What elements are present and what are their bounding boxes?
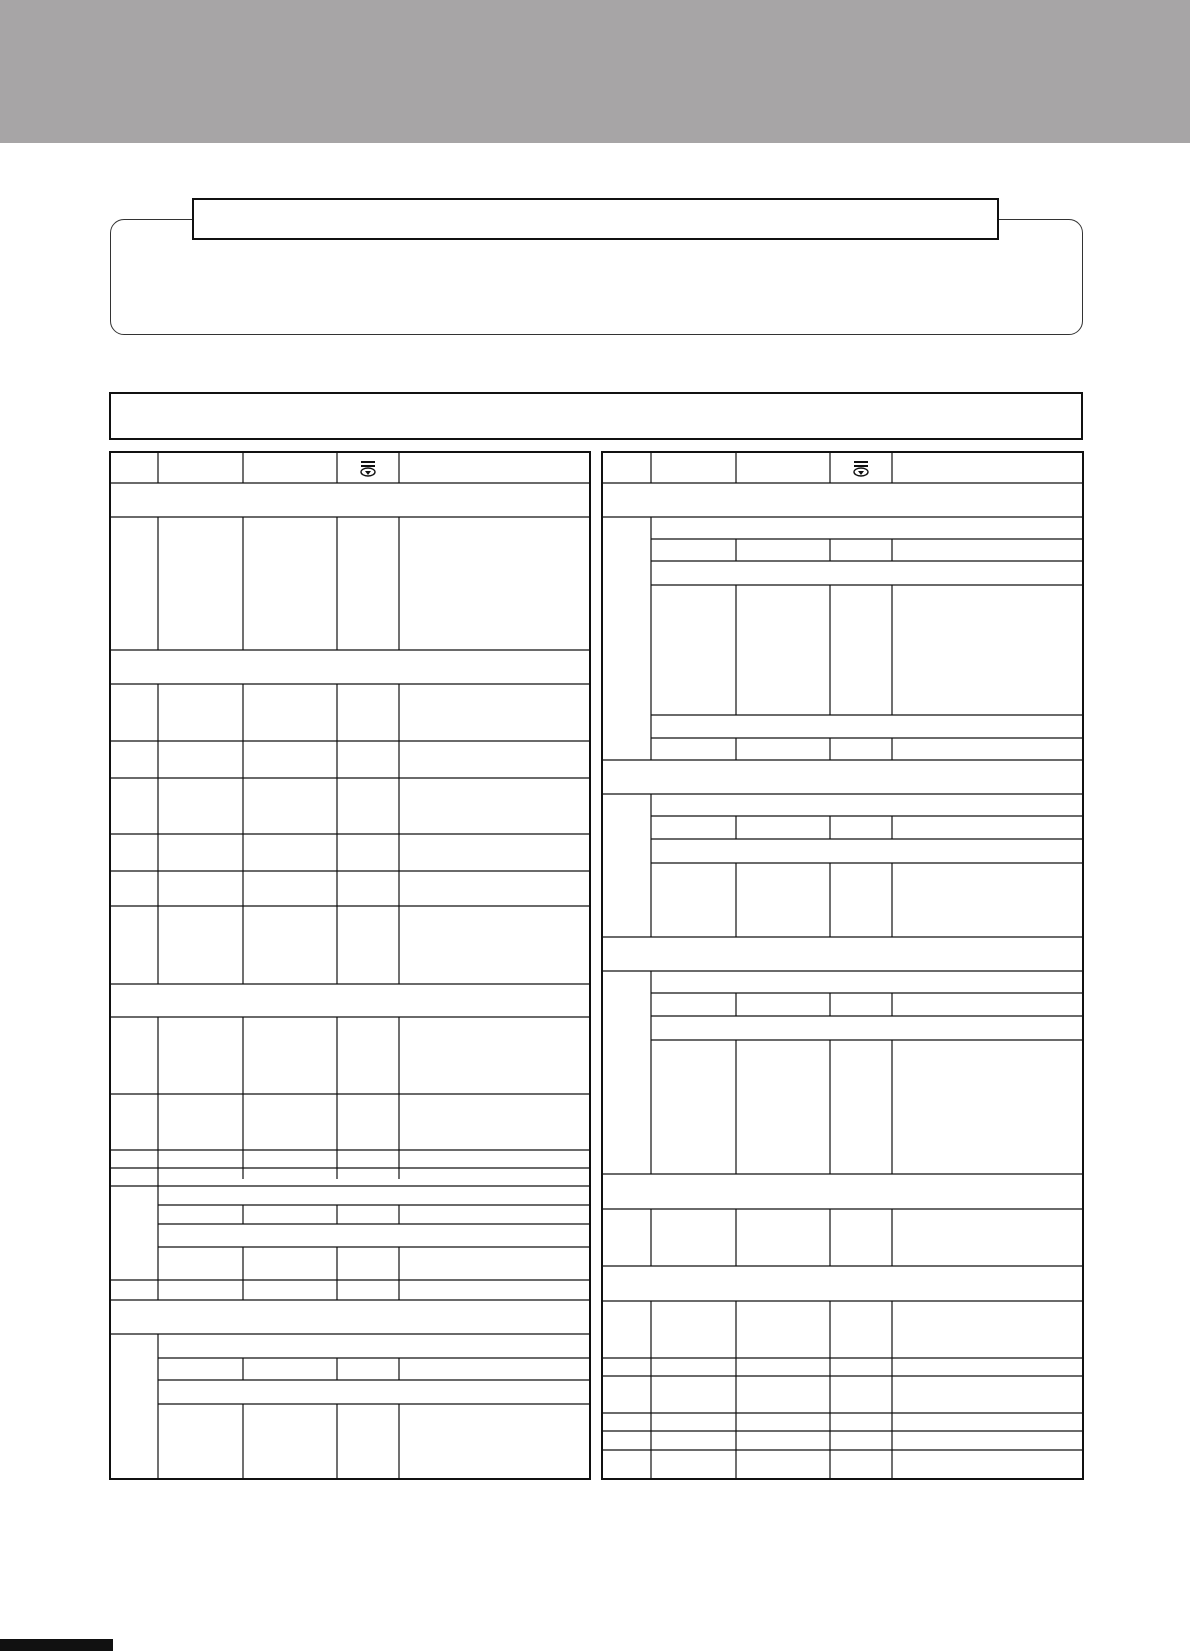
note-box-tab: [192, 198, 999, 240]
remote-control-icon: [361, 461, 375, 476]
table-right-grid: [603, 453, 1082, 1478]
remote-control-icon: [854, 461, 868, 476]
table-left: [109, 451, 591, 1480]
header-band: [0, 0, 1190, 143]
table-title-bar: [109, 392, 1083, 440]
table-right: [601, 451, 1084, 1480]
footer-page-tab: [0, 1639, 113, 1651]
table-left-grid: [111, 453, 589, 1478]
